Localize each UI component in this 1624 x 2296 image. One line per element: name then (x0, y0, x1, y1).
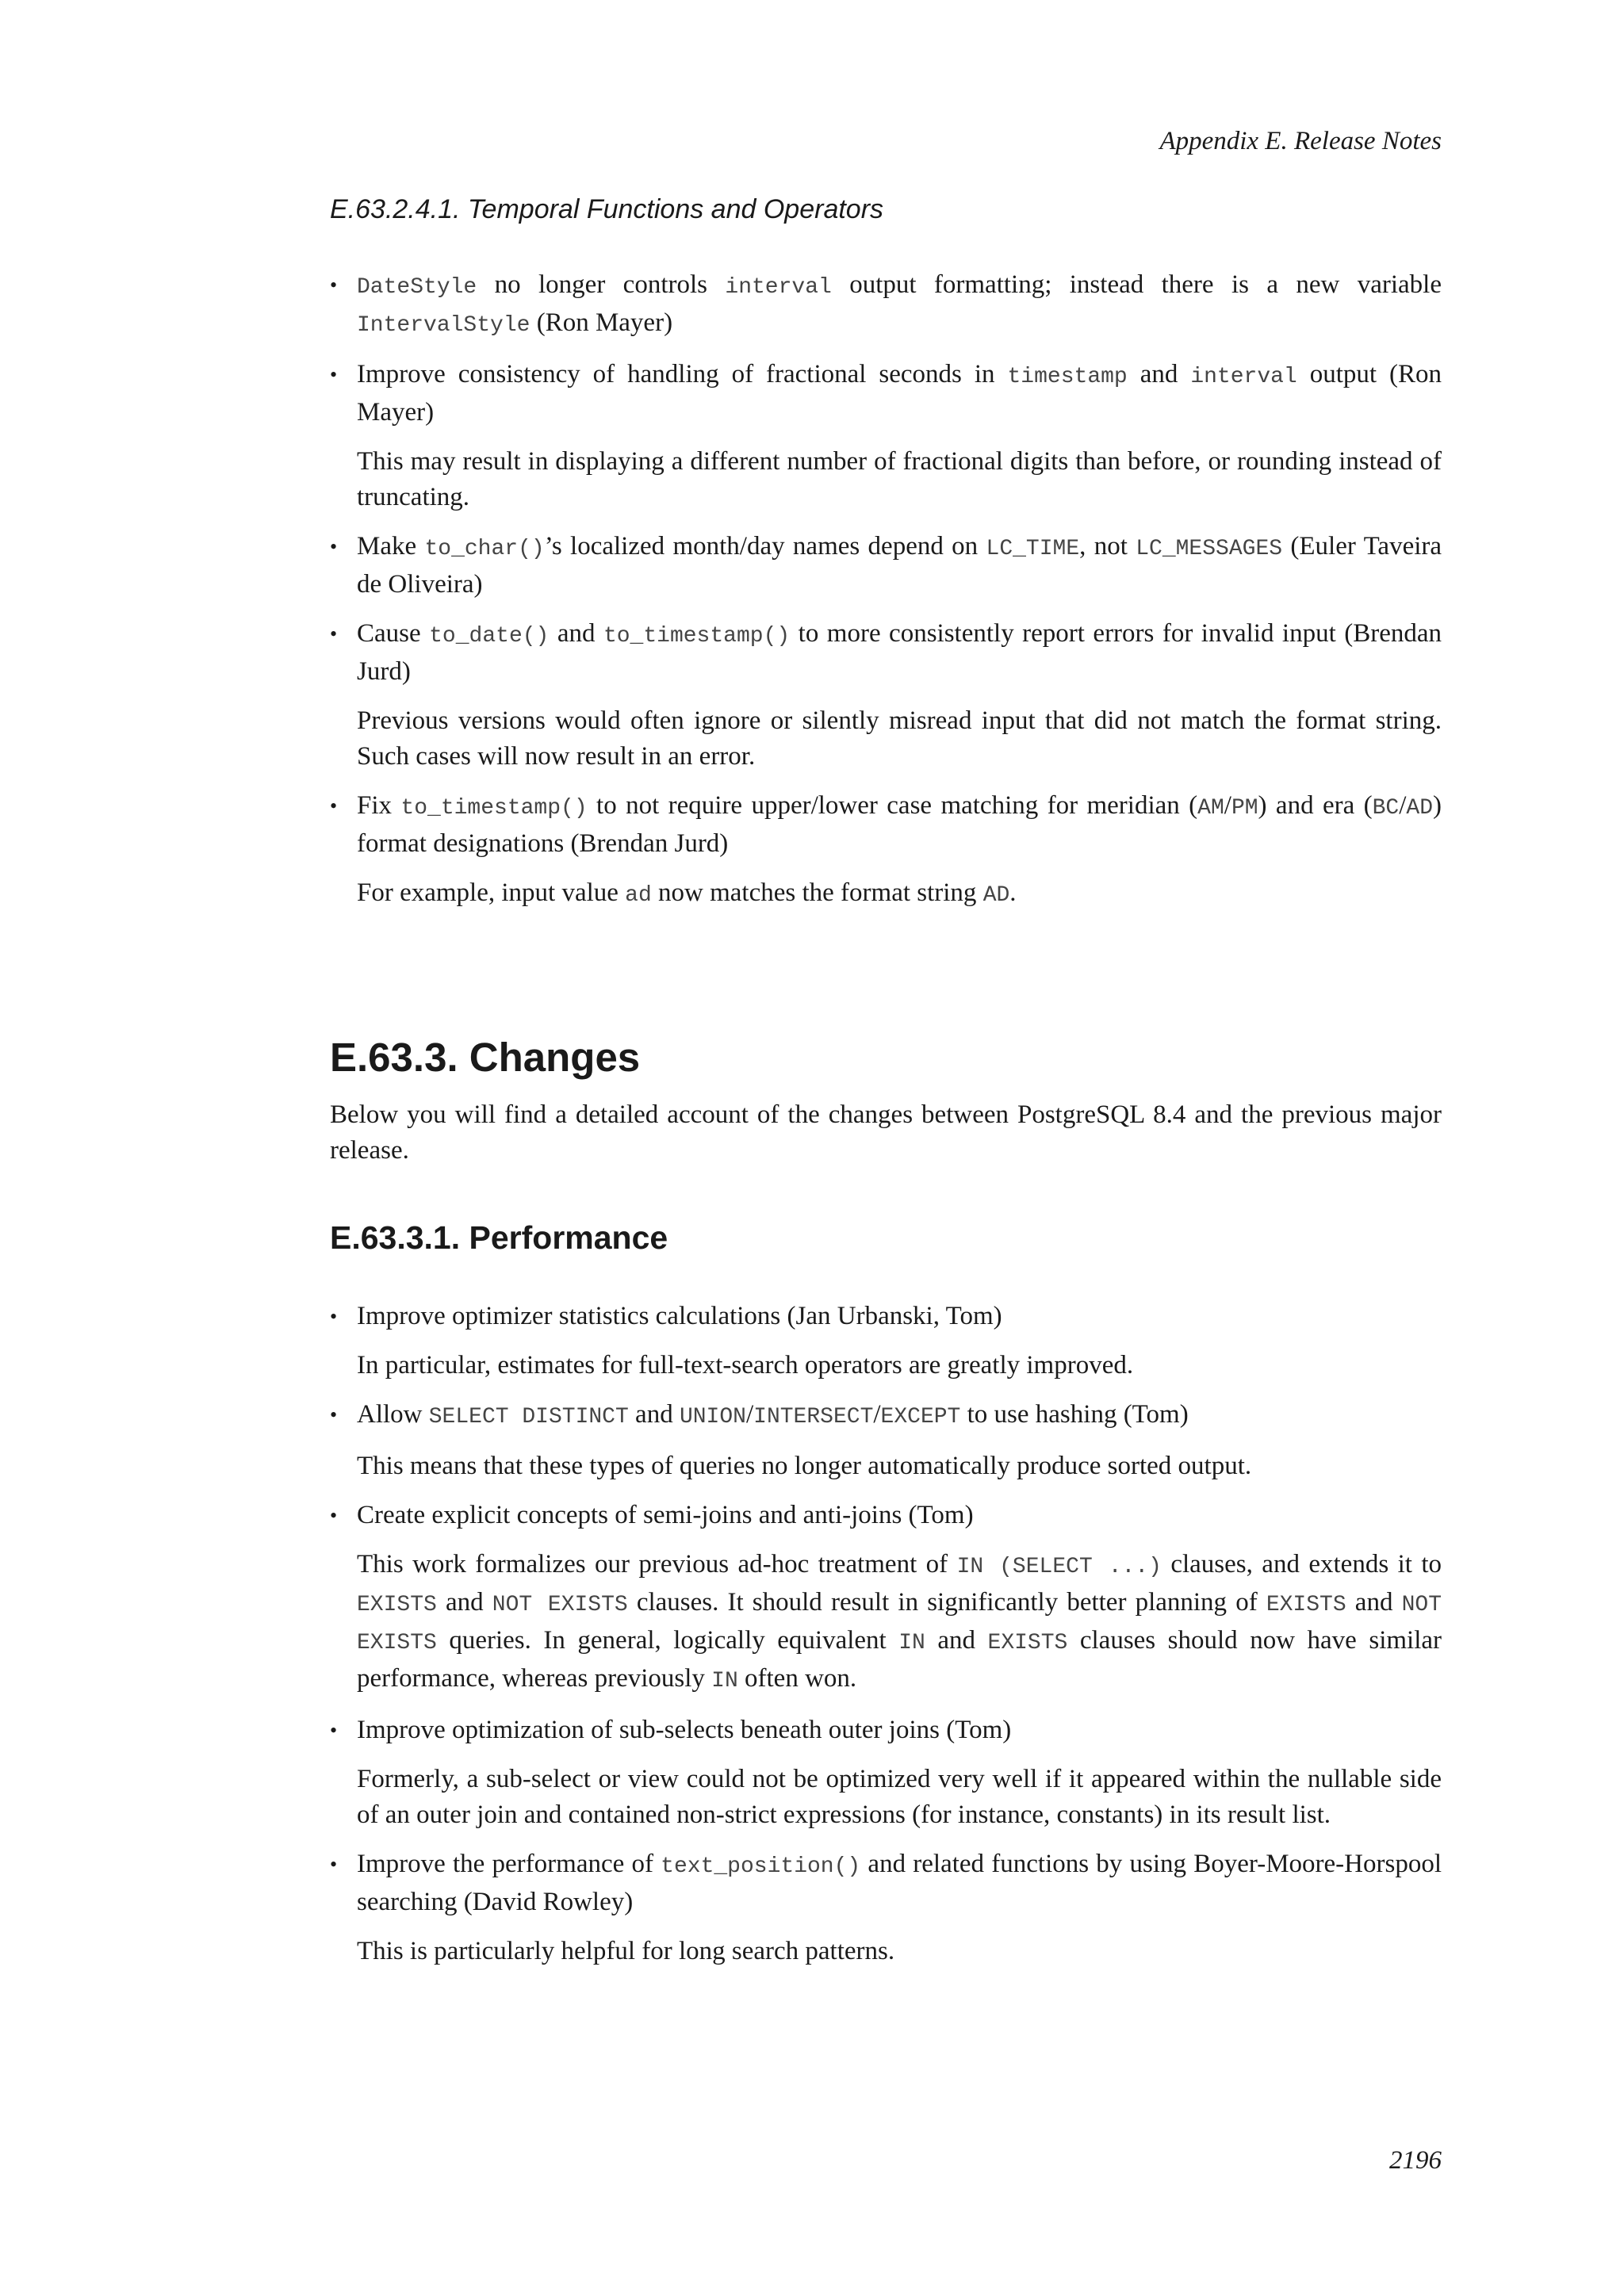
text-run: In particular, estimates for full-text-search operators are greatly improved. (357, 1351, 1134, 1380)
text-run: ) and era ( (1258, 791, 1373, 820)
text-run: and (436, 1588, 492, 1617)
item-text (357, 616, 1442, 690)
text-run: (Euler Taveira de Oliveira) (357, 532, 1442, 599)
inline-code: UNION (679, 1405, 746, 1429)
inline-code: to_timestamp() (400, 796, 588, 821)
inline-code: interval (1190, 365, 1297, 389)
bullet-icon: • (330, 1853, 338, 1876)
inline-code: interval (725, 275, 832, 300)
text-run: / (873, 1400, 881, 1429)
text-run: clauses, and extends it to (1161, 1550, 1442, 1578)
text-run: Fix (357, 791, 401, 820)
item-note (357, 875, 1442, 913)
bullet-icon: • (330, 535, 338, 558)
item-note (357, 444, 1442, 515)
inline-code: to_date() (429, 624, 550, 649)
text-run: queries. In general, logically equivalent (436, 1626, 899, 1655)
inline-code: IN (711, 1669, 738, 1693)
inline-code: IN (SELECT ...) (956, 1555, 1162, 1579)
text-run: clauses. It should result in significantly better planning of (627, 1588, 1266, 1617)
text-run: , not (1079, 532, 1136, 561)
inline-code: AD (1406, 796, 1433, 821)
text-run: Improve optimization of sub-selects beneath outer joins (Tom) (357, 1716, 1012, 1744)
text-run: / (1399, 791, 1407, 820)
text-run: and (1127, 360, 1191, 388)
list-item (330, 788, 1442, 913)
item-text (357, 267, 1442, 343)
text-run: Improve the performance of (357, 1850, 661, 1878)
text-run: Improve consistency of handling of fractional seconds in (357, 360, 1008, 388)
text-run: Previous versions would often ignore or silently misread input that did not match the format string. Such cases will now result in an error. (357, 706, 1442, 771)
text-run: output (Ron Mayer) (357, 360, 1442, 427)
text-run: / (745, 1400, 754, 1429)
inline-code: LC_MESSAGES (1136, 537, 1283, 561)
list-item (330, 1498, 1442, 1699)
text-run: Formerly, a sub-select or view could not be optimized very well if it appeared within the nullable side of an outer join and contained non-strict expressions (for instance, constants) in its result list. (357, 1765, 1442, 1829)
section-title-performance: E.63.3.1. Performance (330, 1219, 668, 1256)
item-note (357, 1934, 1442, 1969)
inline-code: EXISTS (987, 1631, 1068, 1655)
text-run: Cause (357, 619, 430, 648)
bullet-icon: • (330, 1403, 338, 1426)
inline-code: ad (625, 883, 652, 908)
text-run: and (628, 1400, 680, 1429)
inline-code: to_timestamp() (603, 624, 791, 649)
text-run: and related functions by using Boyer-Moore-Horspool searching (David Rowley) (357, 1850, 1442, 1916)
text-run: to more consistently report errors for invalid input (Brendan Jurd) (357, 619, 1442, 686)
list-item (330, 529, 1442, 603)
list-item (330, 1299, 1442, 1383)
text-run: / (1224, 791, 1231, 820)
inline-code: NOT EXISTS (357, 1593, 1442, 1655)
bullet-icon: • (330, 1719, 338, 1742)
text-run: . (1009, 878, 1017, 907)
text-run: Improve optimizer statistics calculations (Jan Urbanski, Tom) (357, 1302, 1002, 1330)
bullet-icon: • (330, 1504, 338, 1527)
list-item (330, 1712, 1442, 1833)
text-run: often won. (737, 1664, 857, 1693)
item-note (357, 1762, 1442, 1833)
text-run: For example, input value (357, 878, 626, 907)
inline-code: NOT EXISTS (492, 1593, 628, 1617)
section-title-changes: E.63.3. Changes (330, 1035, 641, 1080)
bullet-icon: • (330, 1305, 338, 1328)
inline-code: text_position() (661, 1854, 861, 1879)
section-title-temporal-functions: E.63.2.4.1. Temporal Functions and Operators (330, 194, 884, 224)
inline-code: PM (1231, 796, 1258, 821)
item-text (357, 1498, 1442, 1533)
text-run: This means that these types of queries no longer automatically produce sorted output. (357, 1452, 1252, 1480)
inline-code: to_char() (424, 537, 545, 561)
text-run: no longer controls (477, 270, 726, 299)
changes-intro: Below you will find a detailed account of the changes between PostgreSQL 8.4 and the previous major release. (330, 1100, 1442, 1165)
list-item (330, 357, 1442, 515)
text-run: ) format designations (Brendan Jurd) (357, 791, 1442, 858)
text-run: and (1346, 1588, 1402, 1617)
inline-code: IntervalStyle (357, 313, 530, 338)
bullet-icon: • (330, 622, 338, 645)
page-number: 2196 (1389, 2146, 1442, 2175)
item-text (357, 1712, 1442, 1748)
text-run: Allow (357, 1400, 429, 1429)
list-item (330, 1846, 1442, 1969)
text-run: This may result in displaying a different number of fractional digits than before, or rounding instead of truncating. (357, 447, 1442, 511)
item-text (357, 1846, 1442, 1920)
text-run: (Ron Mayer) (530, 308, 673, 337)
item-text (357, 788, 1442, 862)
item-note (357, 1547, 1442, 1699)
inline-code: BC (1372, 796, 1400, 821)
performance-change-list (330, 1299, 1442, 1969)
item-text (357, 529, 1442, 603)
list-item (330, 1397, 1442, 1484)
inline-code: INTERSECT (753, 1405, 874, 1429)
inline-code: EXISTS (1266, 1593, 1346, 1617)
text-run: output formatting; instead there is a new variable (831, 270, 1442, 299)
running-header: Appendix E. Release Notes (1159, 127, 1442, 155)
inline-code: AD (982, 883, 1010, 908)
inline-code: timestamp (1007, 365, 1128, 389)
inline-code: SELECT DISTINCT (428, 1405, 629, 1429)
item-text (357, 1397, 1442, 1435)
text-run: Make (357, 532, 425, 561)
item-note (357, 1348, 1442, 1383)
list-item (330, 267, 1442, 343)
bullet-icon: • (330, 794, 338, 817)
bullet-icon: • (330, 363, 338, 386)
inline-code: AM (1197, 796, 1224, 821)
list-item (330, 616, 1442, 775)
text-run: and (925, 1626, 988, 1655)
text-run: This work formalizes our previous ad-hoc treatment of (357, 1550, 957, 1578)
text-run: ’s localized month/day names depend on (544, 532, 986, 561)
item-note (357, 703, 1442, 775)
inline-code: EXCEPT (880, 1405, 961, 1429)
inline-code: DateStyle (357, 275, 477, 300)
temporal-change-list (330, 267, 1442, 913)
item-text (357, 1299, 1442, 1334)
inline-code: IN (898, 1631, 925, 1655)
inline-code: LC_TIME (986, 537, 1080, 561)
text-run: to not require upper/lower case matching for meridian ( (587, 791, 1198, 820)
text-run: clauses should now have similar performance, whereas previously (357, 1626, 1442, 1693)
text-run: This is particularly helpful for long search patterns. (357, 1937, 895, 1965)
bullet-icon: • (330, 274, 338, 297)
text-run: now matches the format string (651, 878, 983, 907)
page-content (330, 193, 1442, 1983)
text-run: and (549, 619, 603, 648)
item-text (357, 357, 1442, 430)
text-run: Create explicit concepts of semi-joins and anti-joins (Tom) (357, 1501, 974, 1529)
text-run: to use hashing (Tom) (960, 1400, 1189, 1429)
inline-code: EXISTS (357, 1593, 437, 1617)
item-note (357, 1448, 1442, 1484)
